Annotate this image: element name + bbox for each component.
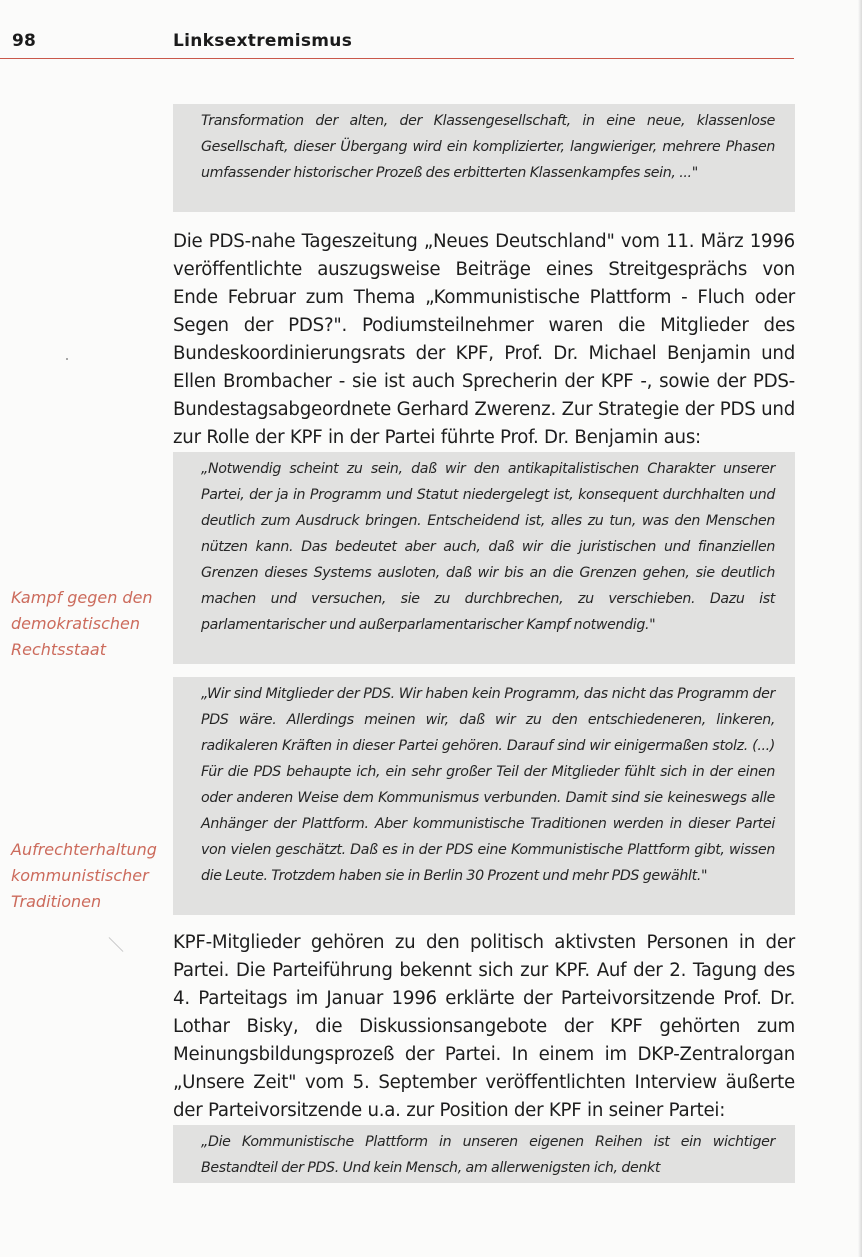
quote-text: Transformation der alten, der Klassengesellschaft, in eine neue, klassenlose Gesellschaft, dieser Übergang wird ein komplizierter, langwieriger, mehrere Phasen umfassender historischer Prozeß des erbitterten Klassenkampfes sein, ..." bbox=[201, 113, 775, 181]
quote-block-3 bbox=[173, 677, 795, 915]
quote-text: „Die Kommunistische Plattform in unseren eigenen Reihen ist ein wichtiger Bestandteil der PDS. Und kein Mensch, am allerwenigsten ich, denkt bbox=[201, 1134, 775, 1176]
quote-text: „Notwendig scheint zu sein, daß wir den antikapitalistischen Charakter unserer Partei, der ja in Programm und Statut niedergelegt ist, konsequent durchhalten und deutlich zum Ausdruck bringen. Entscheidend ist, alles zu tun, was den Menschen nützen kann. Das bedeutet aber auch, daß wir die juristischen und finanziellen Grenzen dieses Systems ausloten, daß wir bis an die Grenzen gehen, sie deutlich machen und versuchen, sie zu durchbrechen, zu verschieben. Dazu ist parlamentarischer und außerparlamentarischer Kampf notwendig." bbox=[201, 461, 775, 633]
running-title: Linksextremismus bbox=[173, 31, 353, 51]
header-rule bbox=[0, 58, 794, 59]
quote-block-2 bbox=[173, 452, 795, 664]
page-number: 98 bbox=[12, 31, 37, 51]
body-paragraph-1 bbox=[173, 228, 795, 452]
scan-speck bbox=[66, 358, 68, 360]
paragraph-text: Die PDS-nahe Tageszeitung „Neues Deutschland" vom 11. März 1996 veröffentlichte auszugsweise Beiträge eines Streitgesprächs von Ende Februar zum Thema „Kommunistische Plattform - Fluch oder Segen der PDS?". Podiumsteilnehmer waren die Mitglieder des Bundeskoordinierungsrats der KPF, Prof. Dr. Michael Benjamin und Ellen Brombacher - sie ist auch Sprecherin der KPF -, sowie der PDS-Bundestagsabgeordnete Gerhard Zwerenz. Zur Strategie der PDS und zur Rolle der KPF in der Partei führte Prof. Dr. Benjamin aus: bbox=[173, 231, 795, 448]
quote-block-4 bbox=[173, 1125, 795, 1183]
quote-text: „Wir sind Mitglieder der PDS. Wir haben kein Programm, das nicht das Programm der PDS wäre. Allerdings meinen wir, daß wir zu den entschiedeneren, linkeren, radikaleren Kräften in dieser Partei gehören. Darauf sind wir einigermaßen stolz. (...) Für die PDS behaupte ich, ein sehr großer Teil der Mitglieder fühlt sich in der einen oder anderen Weise dem Kommunismus verbunden. Damit sind sie keineswegs alle Anhänger der Plattform. Aber kommunistische Traditionen werden in dieser Partei von vielen geschätzt. Daß es in der PDS eine Kommunistische Plattform gibt, wissen die Leute. Trotzdem haben sie in Berlin 30 Prozent und mehr PDS gewählt." bbox=[201, 686, 775, 884]
quote-block-1 bbox=[173, 104, 795, 212]
margin-note-traditionen: Aufrechterhaltung kommunistischer Traditionen bbox=[11, 840, 157, 911]
margin-note-kampf: Kampf gegen den demokratischen Rechtsstaat bbox=[11, 588, 153, 659]
paragraph-text: KPF-Mitglieder gehören zu den politisch aktivsten Personen in der Partei. Die Parteiführung bekennt sich zur KPF. Auf der 2. Tagung des 4. Parteitags im Januar 1996 erklärte der Parteivorsitzende Prof. Dr. Lothar Bisky, die Diskussionsangebote der KPF gehörten zum Meinungsbildungsprozeß der Partei. In einem im DKP-Zentralorgan „Unsere Zeit" vom 5. September veröffentlichten Interview äußerte der Parteivorsitzende u.a. zur Position der KPF in seiner Partei: bbox=[173, 932, 795, 1121]
scan-scratch bbox=[109, 937, 124, 952]
body-paragraph-2 bbox=[173, 929, 795, 1125]
page-edge-shadow bbox=[858, 0, 862, 1257]
